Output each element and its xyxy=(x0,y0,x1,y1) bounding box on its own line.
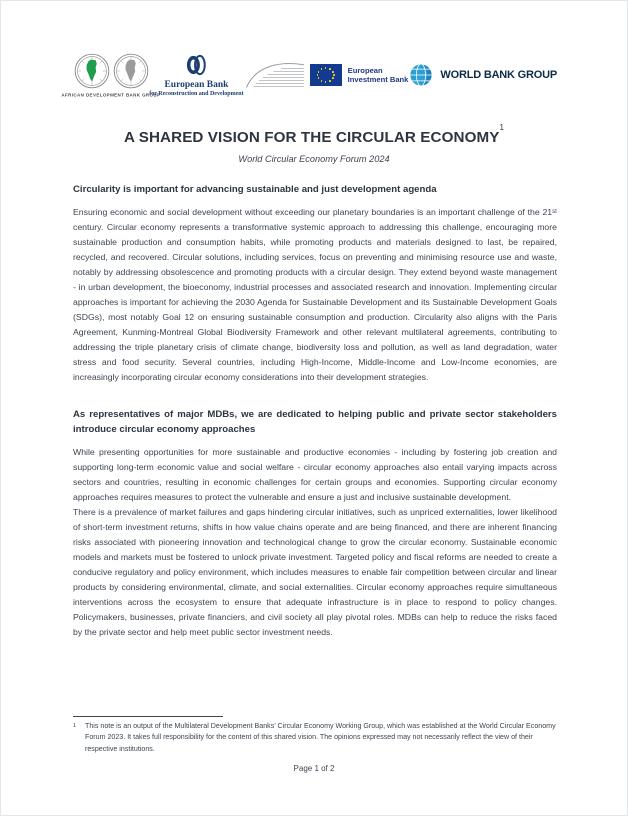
ebrd-mark-icon xyxy=(183,52,209,78)
section-paragraph-circularity-1: Ensuring economic and social development without exceeding our planetary boundaries is an important challenge of the 21ˢᵗ century. Circular economy represents a transformative systemic approach to addressing this challenge, encouraging more sustainable production and consumption habits, while promoting products and materials designed to last, be repaired, recycled, and recovered. Circular solutions, including services, focus on preventing and minimising resource use and waste, notably by addressing obsolescence and promoting products with a circular design. They extend beyond waste management - in urban development, the bioeconomy, industrial processes and associated research and innovation. Implementing circular approaches is important for achieving the 2030 Agenda for Sustainable Development and its Sustainable Development Goals (SDGs), most notably Goal 12 on ensuring sustainable consumption and production. Circularity also aligns with the Paris Agreement, Kunming-Montreal Global Biodiversity Framework and other relevant multilateral agreements, contributing to addressing the triple planetary crisis of climate change, biodiversity loss and pollution, as well as land degradation, water stress and food security. Several countries, including High-Income, Middle-Income and Low-Income economies, are increasingly incorporating circular economy considerations into their development strategies. xyxy=(73,206,557,382)
section-paragraph-mdb-1: While presenting opportunities for more sustainable and productive economies - including by fostering job creation and supporting long-term economic value and social welfare - circular economy approaches also entail varying impacts across sectors and countries, resulting in economic challenges for certain groups and economies. Supporting circular economy approaches requires measures to protect the vulnerable and ensure a just and inclusive sustainable development. xyxy=(73,447,557,503)
african-development-bank-group-logo xyxy=(61,53,161,99)
wbg-name: WORLD BANK GROUP xyxy=(440,69,557,81)
european-bank-for-reconstruction-and-development-logo xyxy=(149,52,243,98)
european-investment-bank-logo xyxy=(244,60,409,90)
page-title-text: A SHARED VISION FOR THE CIRCULAR ECONOMY xyxy=(123,129,500,147)
eib-eu-flag-icon xyxy=(310,64,342,86)
world-bank-group-logo xyxy=(408,62,557,88)
page-subtitle: World Circular Economy Forum 2024 xyxy=(238,154,390,164)
afdb-grey-emblem-icon xyxy=(113,53,149,89)
section-heading-circularity: Circularity is important for advancing sustainable and just development agenda xyxy=(73,184,437,195)
title-footnote-marker: 1 xyxy=(499,123,505,132)
eib-name xyxy=(348,66,409,85)
document-body xyxy=(73,183,557,640)
page-number: Page 1 of 2 xyxy=(293,764,335,773)
ebrd-name-line2: for Reconstruction and Development xyxy=(149,90,244,97)
logo-band xyxy=(61,47,557,103)
ebrd-name-line1: European Bank xyxy=(164,79,229,90)
section-paragraph-mdb-2: There is a prevalence of market failures and gaps hindering circular initiatives, such as unpriced externalities, lower likelihood of short-term investment returns, shifts in how value chains operate and are being financed, and there are inherent financing risks associated with pioneering innovation and technological change to grow the circular economy. Sustainable economic models and markets must be fostered to unlock private investment. Targeted policy and fiscal reforms are needed to create a conducive regulatory and policy environment, which includes measures to enable fair competition between circular and linear products by considering environmental, climate, and social externalities. Circular economy approaches require simultaneous interventions across the ecosystem to ensure that adequate infrastructure is in place to respond to policy changes. Policymakers, businesses, private financiers, and civil society all play pivotal roles. MDBs can help to reduce the risks faced by the private sector and help meet public sector investment needs. xyxy=(73,507,557,637)
section-heading-mdb-representatives: As representatives of major MDBs, we are dedicated to helping public and private sector stakeholders introduce circular economy approaches xyxy=(73,409,557,436)
footnote-separator xyxy=(73,716,223,717)
eib-name-line1: European xyxy=(347,65,383,75)
afdb-green-emblem-icon xyxy=(74,53,110,89)
eib-arc-icon xyxy=(244,60,310,90)
eib-name-line2: Investment Bank xyxy=(347,75,409,84)
footnote xyxy=(73,721,557,755)
afdb-marks xyxy=(74,53,149,89)
footnote-marker: 1 xyxy=(73,723,77,729)
footnote-text: This note is an output of the Multilateral Development Banks’ Circular Economy Working Group, which was established at the World Circular Economy Forum 2023. It takes full responsibility for the content of this shared vision. The opinions expressed may not necessarily reflect the view of their respective institutions. xyxy=(85,722,556,753)
afdb-caption: AFRICAN DEVELOPMENT BANK GROUP xyxy=(61,91,161,99)
wbg-globe-icon xyxy=(408,62,434,88)
page-title xyxy=(1,123,627,147)
